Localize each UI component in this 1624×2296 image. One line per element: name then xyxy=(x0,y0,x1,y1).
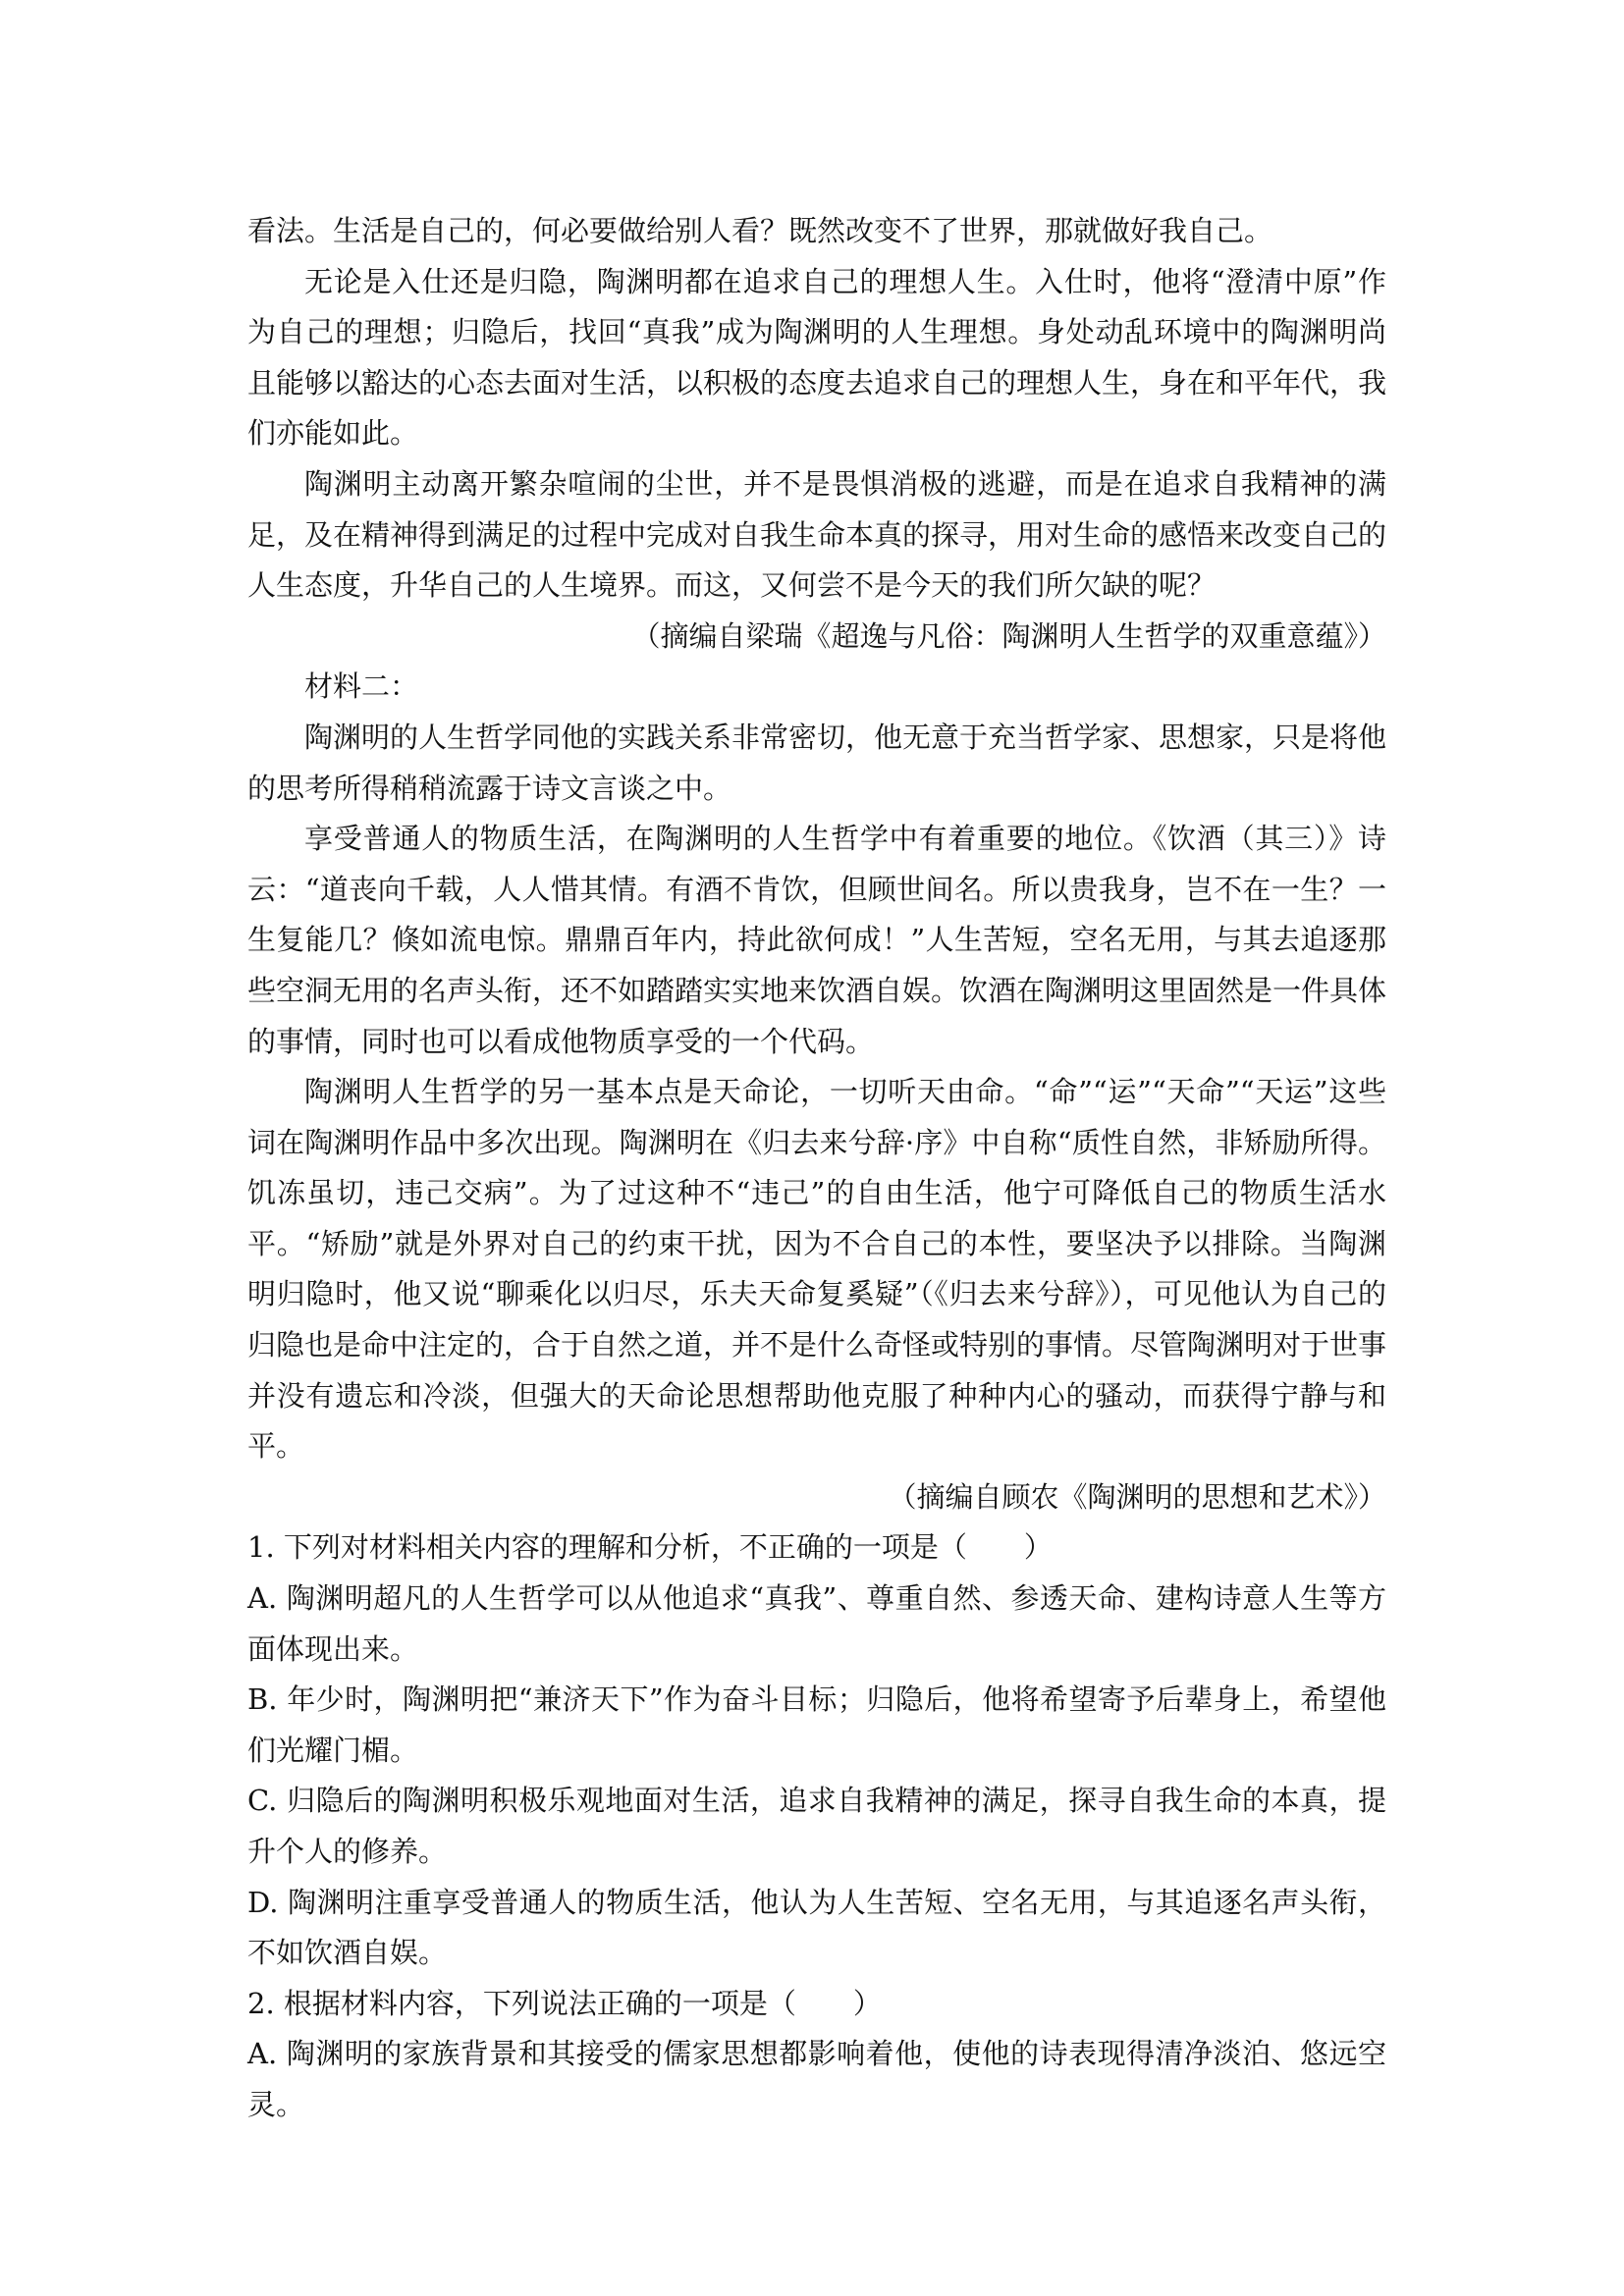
paragraph: 陶渊明主动离开繁杂喧闹的尘世，并不是畏惧消极的逃避，而是在追求自我精神的满足，及在精神得到满足的过程中完成对自我生命本真的探寻，用对生命的感悟来改变自己的人生态度，升华自己的人生境界。而这，又何尝不是今天的我们所欠缺的呢？ xyxy=(247,466,1387,603)
answer-option: A. 陶渊明的家族背景和其接受的儒家思想都影响着他，使他的诗表现得清净淡泊、悠远空灵。 xyxy=(247,2037,1386,2121)
source-citation: （摘编自梁瑞《超逸与凡俗：陶渊明人生哲学的双重意蕴》） xyxy=(631,618,1386,653)
question-stem: 2. 根据材料内容，下列说法正确的一项是（ ） xyxy=(247,1986,882,2020)
question-stem: 1. 下列对材料相关内容的理解和分析，不正确的一项是（ ） xyxy=(247,1530,1053,1565)
paragraph: 陶渊明人生哲学的另一基本点是天命论，一切听天由命。“命”“运”“天命”“天运”这些词在陶渊明作品中多次出现。陶渊明在《归去来兮辞·序》中自称“质性自然，非矫励所得。饥冻虽切，违己交病”。为了过这种不“违己”的自由生活，他宁可降低自己的物质生活水平。“矫励”就是外界对自己的约束干扰，因为不合自己的本性，要坚决予以排除。当陶渊明归隐时，他又说“聊乘化以归尽，乐夫天命复奚疑”（《归去来兮辞》），可见他认为自己的归隐也是命中注定的，合于自然之道，并不是什么奇怪或特别的事情。尽管陶渊明对于世事并没有遗忘和冷淡，但强大的天命论思想帮助他克服了种种内心的骚动，而获得宁静与和平。 xyxy=(247,1075,1387,1464)
paragraph: 享受普通人的物质生活，在陶渊明的人生哲学中有着重要的地位。《饮酒（其三）》诗云：“道丧向千载，人人惜其情。有酒不肯饮，但顾世间名。所以贵我身，岂不在一生？一生复能几？倏如流电惊。鼎鼎百年内，持此欲何成！”人生苦短，空名无用，与其去追逐那些空洞无用的名声头衔，还不如踏踏实实地来饮酒自娱。饮酒在陶渊明这里固然是一件具体的事情，同时也可以看成他物质享受的一个代码。 xyxy=(247,822,1387,1058)
answer-option: B. 年少时，陶渊明把“兼济天下”作为奋斗目标；归隐后，他将希望寄予后辈身上，希望他们光耀门楣。 xyxy=(247,1682,1386,1767)
answer-option: A. 陶渊明超凡的人生哲学可以从他追求“真我”、尊重自然、参透天命、建构诗意人生等方面体现出来。 xyxy=(247,1581,1386,1666)
document-content xyxy=(247,206,1386,2131)
answer-option: D. 陶渊明注重享受普通人的物质生活，他认为人生苦短、空名无用，与其追逐名声头衔，不如饮酒自娱。 xyxy=(247,1885,1386,1970)
paragraph: 陶渊明的人生哲学同他的实践关系非常密切，他无意于充当哲学家、思想家，只是将他的思考所得稍稍流露于诗文言谈之中。 xyxy=(247,720,1387,805)
source-citation: （摘编自顾农《陶渊明的思想和艺术》） xyxy=(888,1479,1386,1514)
paragraph: 看法。生活是自己的，何必要做给别人看？既然改变不了世界，那就做好我自己。 xyxy=(247,214,1273,247)
answer-option: C. 归隐后的陶渊明积极乐观地面对生活，追求自我精神的满足，探寻自我生命的本真，提升个人的修养。 xyxy=(247,1784,1386,1868)
section-heading: 材料二： xyxy=(304,669,419,704)
paragraph: 无论是入仕还是归隐，陶渊明都在追求自己的理想人生。入仕时，他将“澄清中原”作为自己的理想；归隐后，找回“真我”成为陶渊明的人生理想。身处动乱环境中的陶渊明尚且能够以豁达的心态去面对生活，以积极的态度去追求自己的理想人生，身在和平年代，我们亦能如此。 xyxy=(247,264,1387,451)
